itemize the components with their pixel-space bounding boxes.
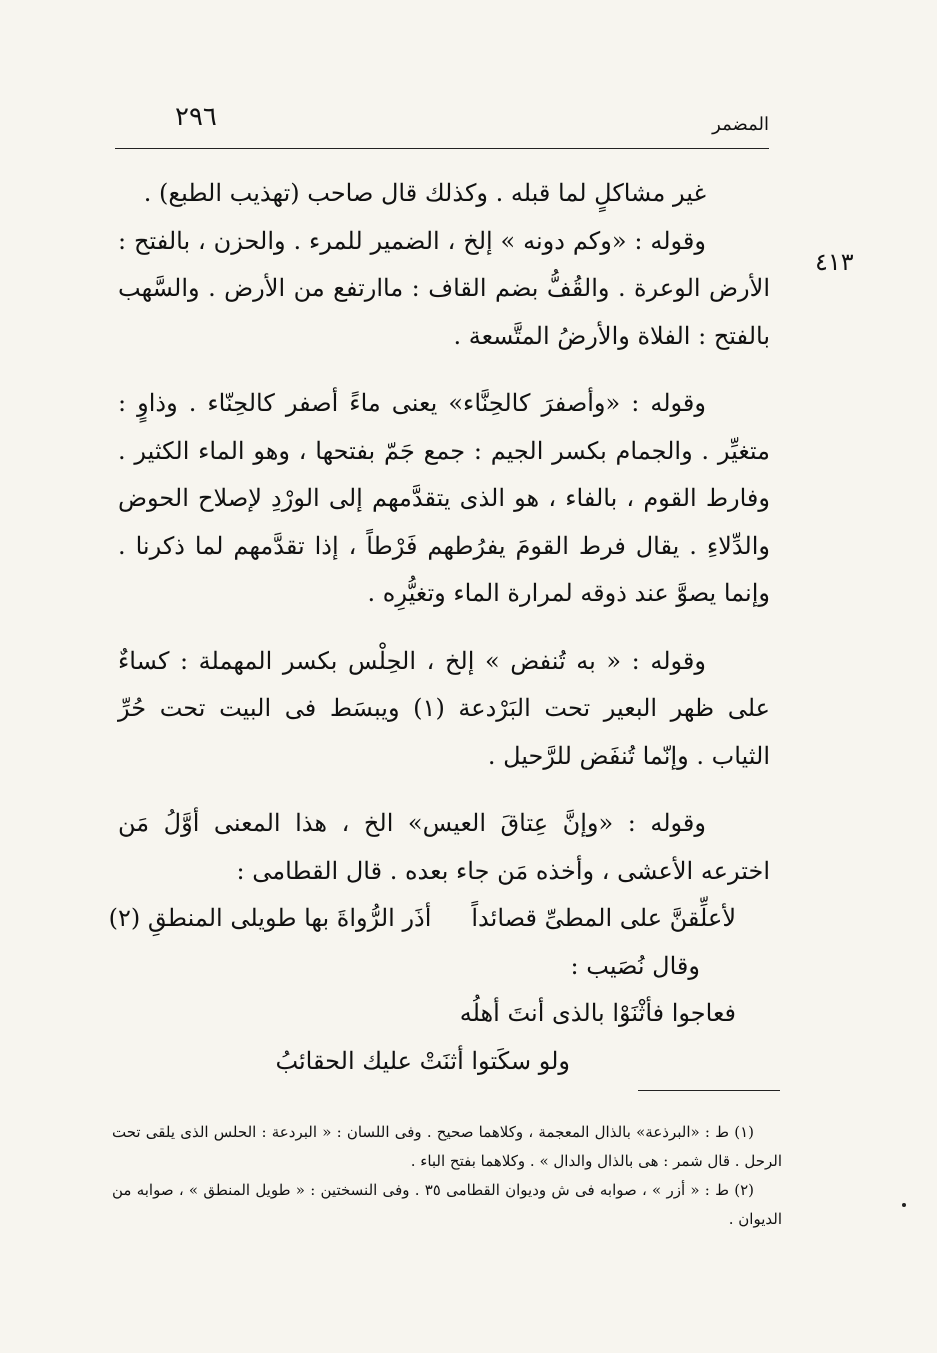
paragraph-3: وقوله : «وأصفرَ كالحِنَّاء» يعنى ماءً أصفر كالحِنّاء . وذاوٍ : متغيِّر . والجمام بكسر الجيم : جمع جَمّ بفتحها ، وهو الماء الكثير . وفارط القوم ، بالفاء ، هو الذى يتقدَّمهم إلى الورْدِ لإصلاح الحوض والدِّلاءِ . يقال فرط القومَ يفرُطهم فَرْطاً ، إذا تقدَّمهم لما ذكرنا . وإنما يصوَّ عند ذوقه لمرارة الماء وتغيُّرِه . [118,389,770,607]
footnotes [112,1118,782,1234]
verse-nusayb-line-2: ولو سكَتوا أثنَتْ عليك الحقائبُ [275,1046,570,1075]
footnote-1: (١) ط : «البرذعة» بالذال المعجمة ، وكلاهما صحيح . وفى اللسان : « البردعة : الحلس الذى يلقى تحت الرحل . قال شمر : هى بالذال والدال » . وكلاهما بفتح الباء . [112,1123,782,1170]
verse-nusayb-line-1: فعاجوا فأثْنَوْا بالذى أنتَ أهلُه [459,999,736,1027]
paragraph-5: وقوله : «وإنَّ عِتاقَ العيس» الخ ، هذا المعنى أوَّلُ مَن اخترعه الأعشى ، وأخذه مَن جاء بعده . قال القطامى : [118,809,770,885]
footnote-2: (٢) ط : « أزر » ، صوابه فى ش وديوان القطامى ٣٥ . وفى النسختين : « طويل المنطق » ، صوابه من الديوان . [112,1181,782,1228]
paragraph-1: غير مشاكلٍ لما قبله . وكذلك قال صاحب (تهذيب الطبع) . [143,179,706,207]
verse-intro-nusayb: وقال نُصَيب : [570,951,700,980]
page-header [115,98,769,149]
margin-reference-number: ٤١٣ [815,248,854,276]
main-text [108,170,770,1085]
verse-qutami [108,895,770,943]
page-number: ٢٩٦ [175,102,217,132]
verse-hemistich-2: أذَر الرُّواةَ بها طويلى المنطقِ (٢) [108,904,432,932]
margin-dot [902,1203,906,1207]
footnote-divider [638,1090,780,1091]
verse-hemistich-1: لأعلِّقنَّ على المطىِّ قصائداً [471,904,736,932]
paragraph-2: وقوله : «وكم دونه » إلخ ، الضمير للمرء . والحزن ، بالفتح : الأرض الوعرة . والقُفُّ بضم القاف : ماارتفع من الأرض . والسَّهب بالفتح : الفلاة والأرضُ المتَّسعة . [118,226,770,350]
paragraph-4: وقوله : « به تُنفض » إلخ ، الحِلْس بكسر المهملة : كساءٌ على ظهر البعير تحت البَرْدعة (١) ويبسَط فى البيت تحت حُرِّ الثياب . وإنّما تُنفَض للرَّحيل . [118,646,770,770]
running-title: المضمر [712,114,769,135]
